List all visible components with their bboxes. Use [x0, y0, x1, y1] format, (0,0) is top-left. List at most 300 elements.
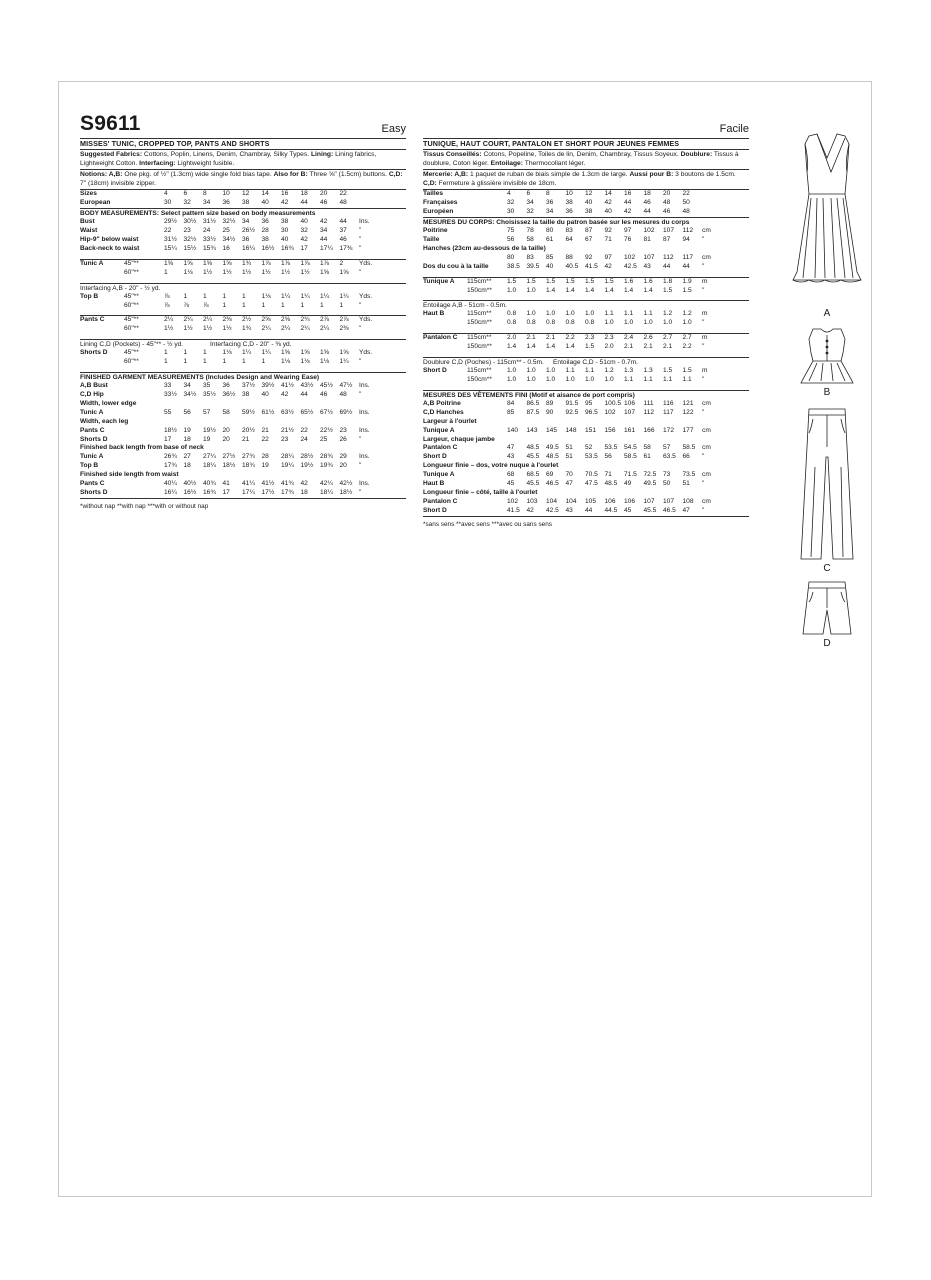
size-value: 1.4 [546, 286, 556, 294]
size-value: 35 [203, 382, 211, 390]
size-value: 86.5 [526, 399, 540, 407]
size-value: 31½ [164, 236, 177, 243]
sizes-table [80, 190, 406, 208]
size-value: 4 [164, 190, 168, 198]
unit: Yds. [359, 349, 373, 357]
size-value: 2¼ [320, 325, 330, 333]
size-value: 58 [222, 408, 230, 416]
size-value: 73 [663, 471, 671, 479]
size-value: 58.5 [682, 444, 696, 452]
size-value: 49.5 [643, 480, 657, 488]
size-value: 111 [643, 399, 654, 407]
size-value: 28 [261, 453, 269, 461]
size-value: 45 [507, 480, 515, 488]
size-value: 23 [339, 426, 347, 434]
row-label: Dos du cou à la taille [423, 262, 489, 270]
size-value: 43½ [300, 382, 314, 390]
size-value: 20 [320, 190, 328, 198]
divider [423, 516, 749, 517]
size-value: 107 [663, 227, 675, 235]
size-value: 1⅞ [281, 259, 301, 268]
size-value: 15½ [183, 244, 197, 252]
fabrics-paragraph-fr: Tissus Conseillés: Cotons, Popeline, Toiles de lin, Denim, Chambray, Tissus Soyeux. Doublure: Tissus à doublure, Coton léger. Entoilage: Thermocollant léger. [423, 150, 749, 170]
lining-note: Doublure C,D (Poches) - 115cm** - 0.5m. [423, 359, 544, 367]
size-value: 2.1 [546, 334, 566, 343]
row-label [423, 319, 467, 328]
size-value [585, 245, 605, 254]
size-value: 18 [643, 190, 651, 198]
size-value: 45.5 [526, 453, 540, 461]
size-value: 27¼ [203, 453, 216, 461]
size-value: 34½ [183, 390, 197, 398]
size-value: 36 [546, 199, 554, 207]
size-value: 2¼ [281, 325, 291, 333]
size-value: 48 [339, 390, 347, 398]
table-row [80, 471, 406, 480]
size-value: 17⅜ [339, 244, 353, 252]
size-value: 1½ [183, 325, 193, 333]
size-value: 17¾ [281, 488, 294, 496]
row-label: Sizes [80, 190, 97, 198]
table-row [80, 358, 406, 367]
table-row [423, 263, 749, 272]
size-value: 1½ [261, 268, 271, 276]
size-value: 1 [164, 358, 168, 366]
size-value: 1¼ [242, 349, 252, 357]
size-value: 1.4 [526, 343, 536, 351]
size-value: 6 [526, 190, 531, 198]
size-value: 18 [300, 190, 308, 198]
size-value: 42.5 [624, 262, 637, 270]
size-value: 48 [682, 208, 690, 216]
unit: " [359, 301, 362, 309]
pattern-title: MISSES' TUNIC, CROPPED TOP, PANTS AND SHORTS [80, 139, 406, 150]
body-measurements-table [80, 218, 406, 259]
unit: " [359, 435, 362, 443]
size-value: 87.5 [526, 408, 540, 416]
size-value: 1½ [222, 325, 232, 333]
size-value: 1¼ [320, 292, 330, 300]
size-value: 49 [624, 480, 632, 488]
size-value: 1.2 [682, 310, 692, 318]
unit: " [702, 453, 705, 461]
size-value: 44 [585, 506, 593, 514]
row-label [80, 302, 124, 311]
yardage-table [423, 277, 749, 301]
table-row [423, 190, 749, 199]
table-row [423, 507, 749, 516]
size-value: 15¾ [203, 244, 216, 252]
size-value: 84 [507, 399, 515, 407]
table-row [80, 269, 406, 278]
size-value: 17½ [261, 488, 275, 496]
finished-measurements-heading: MESURES DES VÊTEMENTS FINI (Motif et aisance de port compris) [423, 390, 749, 400]
size-value: 1⅝ [320, 349, 330, 357]
size-value: 107 [624, 408, 636, 416]
size-value: 50 [682, 199, 690, 207]
figure-b [787, 327, 867, 407]
size-value: 69 [546, 471, 554, 479]
size-value: 1.1 [624, 375, 634, 383]
table-row [423, 334, 749, 343]
size-value: 42 [604, 199, 612, 207]
size-value: 0.8 [526, 319, 536, 327]
yardage-section-label [80, 339, 406, 349]
row-label: Pants C [80, 480, 105, 488]
unit: cm [702, 471, 711, 479]
figure-d [787, 580, 867, 660]
size-value: 80 [507, 253, 515, 261]
tunic-icon [787, 132, 867, 308]
row-label [423, 343, 467, 352]
size-value: 19 [203, 435, 211, 443]
size-value: 161 [624, 426, 636, 434]
size-value: 1 [164, 268, 168, 276]
size-value: 1.4 [546, 343, 556, 351]
size-value: 30 [507, 208, 515, 216]
size-value: 1⅞ [320, 259, 340, 268]
size-value: 1⅞ [262, 259, 282, 268]
size-value: 32 [300, 227, 308, 235]
size-value: 41.5 [507, 506, 520, 514]
size-value: 92.5 [565, 408, 579, 416]
row-label: European [80, 199, 111, 207]
table-row [80, 259, 406, 268]
unit: m [702, 310, 708, 318]
size-value: 42 [281, 199, 289, 207]
size-value: 52 [585, 444, 593, 452]
yardage-section-label: Interfacing A,B - 20" - ½ yd. [80, 283, 406, 293]
size-value: 18½ [222, 462, 236, 470]
size-value: 25 [320, 435, 328, 443]
size-value: 68.5 [526, 471, 540, 479]
size-value: 49.5 [546, 444, 559, 452]
row-label: Width, lower edge [80, 399, 137, 407]
size-value: 96.5 [585, 408, 598, 416]
size-value: 1.0 [526, 286, 536, 294]
size-value: ⅞ [203, 301, 209, 309]
size-value: 1.4 [507, 343, 517, 351]
size-value: 83 [526, 253, 534, 261]
size-value: 1 [203, 358, 207, 366]
table-row [423, 208, 749, 217]
size-value: 1⅝ [339, 268, 349, 276]
table-row [423, 489, 749, 498]
row-label: Short D [423, 506, 447, 514]
row-label: Width, each leg [80, 417, 129, 425]
size-value: 26½ [242, 227, 255, 235]
table-row [423, 245, 749, 254]
yardage-table [423, 333, 749, 357]
table-row [80, 190, 406, 199]
size-value: 44 [300, 199, 308, 207]
size-value: 8 [203, 190, 207, 198]
size-value: 1.9 [683, 277, 703, 286]
size-value: 51 [682, 480, 690, 488]
size-value: 117 [663, 408, 674, 416]
size-value: 1.1 [585, 367, 595, 375]
size-value: 80 [546, 227, 554, 235]
size-value: 1⅝ [320, 268, 330, 276]
size-value: 1.0 [526, 310, 536, 318]
size-value: 42.5 [546, 506, 559, 514]
garment-illustrations [787, 132, 867, 660]
size-value: 33 [164, 382, 172, 390]
size-value: 1 [242, 292, 246, 300]
size-value: 18½ [164, 426, 177, 434]
size-value: 1.0 [546, 310, 556, 318]
size-value: 92 [604, 227, 612, 235]
size-value: 104 [565, 497, 577, 505]
figure-letter: B [823, 387, 831, 398]
size-value: 63.5 [663, 453, 676, 461]
size-value: ⅞ [164, 301, 170, 309]
size-value: 72.5 [643, 471, 657, 479]
table-row [80, 293, 406, 302]
size-value: 28¾ [320, 453, 333, 461]
size-value: 140 [507, 426, 519, 434]
size-value: 16 [281, 190, 289, 198]
table-row [423, 436, 749, 445]
size-value: 0.8 [585, 319, 595, 327]
size-value: 41.5 [585, 262, 598, 270]
size-value: 156 [604, 426, 616, 434]
unit [702, 208, 749, 217]
unit [359, 199, 406, 208]
size-value: 22 [339, 190, 347, 198]
size-value: 63½ [281, 408, 294, 416]
size-value: 53.5 [585, 453, 598, 461]
table-row [80, 227, 406, 236]
size-value: 0.8 [546, 319, 556, 327]
pattern-number: S9611 [80, 112, 141, 135]
size-value: 92 [585, 253, 593, 261]
unit: " [702, 480, 705, 488]
size-value: 51 [565, 453, 573, 461]
size-value: 1.0 [604, 319, 614, 327]
size-value: 59½ [242, 408, 255, 416]
size-value: 40½ [183, 480, 197, 488]
size-value: 73.5 [682, 471, 696, 479]
size-value: 45.5 [643, 506, 657, 514]
size-value [546, 245, 566, 254]
size-value: 1.1 [682, 375, 692, 383]
row-label [80, 358, 124, 367]
size-value: 44 [300, 390, 308, 398]
size-value: 58 [643, 444, 651, 452]
size-value: 145 [546, 426, 558, 434]
size-value: 28½ [300, 453, 314, 461]
size-value: 61 [643, 453, 651, 461]
size-value: 23 [183, 227, 191, 235]
size-value: 42¼ [320, 480, 333, 488]
body-measurements-heading: MESURES DU CORPS: Choisissez la taille du patron basée sur les mesures du corps [423, 217, 749, 227]
size-value: 32½ [183, 236, 197, 243]
size-value: 1.2 [604, 367, 614, 375]
size-value: 90 [546, 408, 554, 416]
size-value: 44.5 [604, 506, 618, 514]
size-value: 2.0 [604, 343, 614, 351]
size-value: 29 [339, 453, 347, 461]
fabric-width: 60"** [124, 268, 139, 276]
size-value: 18 [300, 488, 308, 496]
row-label: Back-neck to waist [80, 244, 140, 252]
unit: Yds. [359, 316, 406, 325]
table-row [423, 367, 749, 376]
size-value: 32½ [222, 218, 236, 226]
size-value: 41 [222, 480, 230, 488]
size-value: 104 [546, 497, 558, 505]
size-value: 15¼ [164, 244, 177, 252]
table-row [80, 462, 406, 471]
size-value: 107 [643, 253, 655, 261]
unit: cm [702, 253, 711, 261]
row-label: Pantalon C [423, 334, 467, 343]
row-label: Pants C [80, 426, 105, 434]
row-label: Poitrine [423, 227, 448, 235]
size-value: 48 [663, 199, 671, 207]
row-label: Short D [423, 453, 447, 461]
size-value: 1⅝ [203, 259, 223, 268]
body-measurements-table [423, 227, 749, 277]
row-label: Longueur finie – côté, taille à l'ourlet [423, 488, 538, 496]
size-value: 143 [526, 426, 538, 434]
size-value: 166 [643, 426, 655, 434]
table-row [423, 444, 749, 453]
size-value: 58 [526, 236, 534, 243]
interfacing-note: Entoilage C,D - 51cm - 0.7m. [553, 359, 639, 367]
size-value: 1⅝ [184, 259, 204, 268]
row-label: Largeur, chaque jambe [423, 435, 495, 443]
unit: cm [702, 227, 711, 235]
size-value: 103 [526, 497, 538, 505]
size-value: 1.5 [507, 277, 527, 286]
size-value: 18 [183, 435, 191, 443]
size-value: 2.2 [566, 334, 586, 343]
size-value: 1.1 [604, 310, 614, 318]
size-value: 102 [643, 227, 655, 235]
table-row [80, 349, 406, 358]
size-value: 1.0 [663, 319, 673, 327]
size-value: 117 [682, 253, 694, 261]
size-value: 19½ [203, 426, 216, 434]
size-value: 38 [242, 390, 250, 398]
fabric-width: 45"** [124, 259, 164, 268]
unit: Ins. [359, 480, 370, 488]
size-value: 1.0 [526, 375, 536, 383]
size-value: 1 [183, 358, 188, 366]
table-row [80, 400, 406, 409]
unit: cm [702, 426, 711, 434]
size-value: 38 [281, 218, 289, 226]
fabric-width: 45"** [124, 292, 139, 300]
size-value: 2 [340, 259, 360, 268]
size-value: 54.5 [624, 444, 637, 452]
size-value: 1 [222, 358, 227, 366]
size-value: 40 [261, 199, 269, 207]
table-row [80, 489, 406, 498]
fabric-width: 60"** [124, 358, 139, 366]
size-value: 16½ [183, 488, 197, 496]
size-value: 20 [222, 426, 230, 434]
size-value: 70.5 [585, 471, 598, 479]
fabric-width: 150cm** [467, 286, 492, 294]
unit: cm [702, 444, 711, 452]
size-value: 1.0 [585, 310, 595, 318]
size-value: 48.5 [546, 453, 559, 461]
size-value: 1¾ [242, 325, 252, 333]
size-value: 48 [339, 199, 347, 207]
size-value: 1⅛ [281, 358, 291, 366]
size-value: 1.5 [663, 286, 673, 294]
footnote: *without nap **with nap ***with or without nap [80, 502, 209, 510]
unit: " [702, 262, 705, 270]
size-value: 18½ [339, 488, 353, 496]
unit: " [359, 244, 362, 252]
table-row [423, 277, 749, 286]
size-value: 1⅝ [339, 349, 349, 357]
size-value: 19½ [300, 462, 314, 470]
row-label: Hip-9" below waist [80, 236, 139, 243]
size-value [624, 245, 644, 254]
size-value: 2.6 [644, 334, 664, 343]
size-value: 112 [663, 253, 674, 261]
size-value: 1¼ [281, 292, 291, 300]
size-value: 1 [222, 292, 227, 300]
fabric-width: 150cm** [467, 343, 492, 351]
table-row [80, 245, 406, 254]
yardage-section-label [423, 357, 749, 367]
size-value: 107 [663, 497, 675, 505]
fabric-width: 115cm** [467, 334, 507, 343]
row-label: Tunique A [423, 471, 455, 479]
size-value: 71 [604, 236, 612, 243]
size-value: 18¼ [203, 462, 216, 470]
size-value: 26 [339, 435, 347, 443]
pattern-title-fr: TUNIQUE, HAUT COURT, PANTALON ET SHORT POUR JEUNES FEMMES [423, 139, 749, 150]
finished-measurements-heading: FINISHED GARMENT MEASUREMENTS (Includes Design and Wearing Ease) [80, 372, 406, 382]
fabric-width: 115cm** [467, 367, 492, 375]
row-label: Finished side length from waist [80, 471, 179, 479]
size-value: 0.8 [565, 319, 575, 327]
size-value: 1⅛ [222, 349, 232, 357]
size-value: 1 [261, 358, 266, 366]
row-label: Finished back length from base of neck [80, 444, 204, 452]
size-value: 45½ [320, 382, 333, 390]
size-value: 81 [643, 236, 651, 243]
row-label: Pants C [80, 316, 124, 325]
size-value: 1.8 [663, 277, 683, 286]
size-value: 87 [585, 227, 593, 235]
size-value: 41¾ [281, 480, 294, 488]
size-value [663, 245, 683, 254]
unit: " [702, 343, 705, 351]
size-value: 1 [281, 301, 285, 309]
size-value: 2½ [242, 316, 262, 325]
unit [702, 199, 749, 208]
row-label: Longueur finie – dos, votre nuque à l'ourlet [423, 462, 559, 470]
table-row [423, 453, 749, 462]
size-value: 1⅝ [300, 349, 310, 357]
shorts-icon [799, 580, 855, 638]
table-row [423, 418, 749, 427]
size-value: 28¼ [281, 453, 294, 461]
size-value: 40 [261, 390, 269, 398]
size-value: 16¼ [164, 488, 177, 496]
english-size-tables [80, 190, 406, 498]
size-value: 177 [682, 426, 694, 434]
size-value: 56 [604, 453, 612, 461]
